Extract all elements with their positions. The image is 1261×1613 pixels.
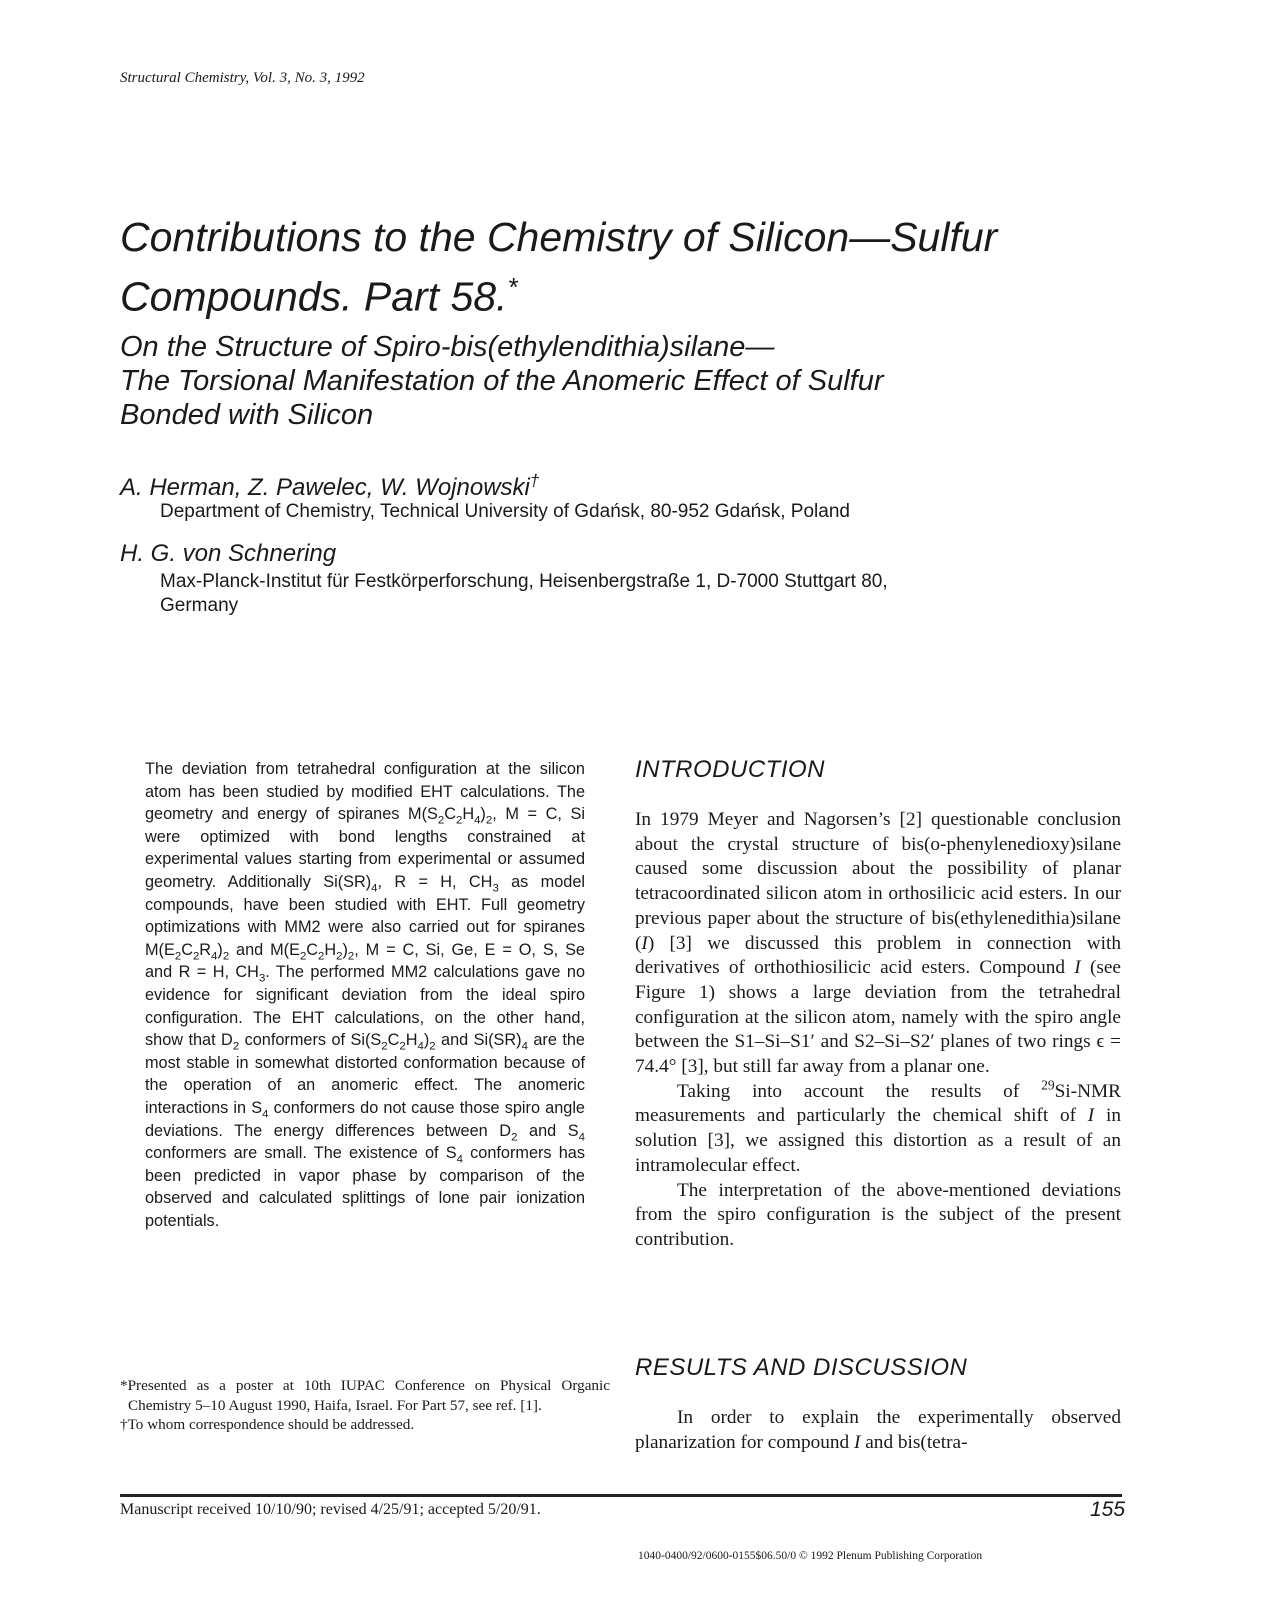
affiliation-line: Department of Chemistry, Technical University of Gdańsk, 80-952 Gdańsk, Poland [160,501,850,522]
subtitle-line-1: On the Structure of Spiro-bis(ethylendithia)silane— [120,330,775,363]
subtitle-line-3: Bonded with Silicon [120,398,374,431]
affiliation-line: Max-Planck-Institut für Festkörperforschung, Heisenbergstraße 1, D-7000 Stuttgart 80, [160,571,888,592]
author-names: A. Herman, Z. Pawelec, W. Wojnowski [120,474,530,501]
paper-title [120,212,1160,322]
section-heading-introduction: INTRODUCTION [635,756,825,783]
footer-rule [120,1494,1122,1497]
paragraph: Taking into account the results of $^{29}$Si-NMR measurements and particularly the chemical shift of I in solution [3], we assigned this distortion as a result of an intramolecular effect. [635,1077,1121,1176]
paper-subtitle [120,330,1160,432]
affiliation-1 [160,500,1060,524]
title-footnote-mark: * [507,272,518,302]
running-head: Structural Chemistry, Vol. 3, No. 3, 1992 [120,70,365,86]
title-block [120,212,1160,432]
author-group-1 [120,471,540,502]
page-number: 155 [1090,1498,1126,1521]
author-group-2 [120,540,336,568]
section-heading-results: RESULTS AND DISCUSSION [635,1354,968,1381]
footnote-presented: *Presented as a poster at 10th IUPAC Conference on Physical Organic Chemistry 5–10 August 1990, Haifa, Israel. For Part 57, see ref. [1]. [120,1377,610,1414]
paper-title-line-1: Contributions to the Chemistry of Silicon—Sulfur [120,214,998,260]
results-body: In order to explain the experimentally observed planarization for compound I and bis(tetra- [635,1407,1121,1453]
affiliation-2 [160,570,1060,618]
abstract-text: The deviation from tetrahedral configuration at the silicon atom has been studied by modified EHT calculations. The geometry and energy of spiranes $M(S_2C_2H_4)_2$, M = C, Si were optimized with bond lengths constrained at experimental values starting from experimental or assumed geometry. Additionally $Si(SR)_4$, R = H, $CH_3$ as model compounds, have been studied with EHT. Full geometry optimizations with MM2 were also carried out for spiranes $M(E_2C_2R_4)_2$ and $M(E_2C_2H_2)_2$, M = C, Si, Ge, E = O, S, Se and R = H, $CH_3$. The performed MM2 calculations gave no evidence for significant deviation from the ideal spiro configuration. The EHT calculations, on the other hand, show that $D_2$ conformers of $Si(S_2C_2H_4)_2$ and $Si(SR)_4$ are the most stable in somewhat distorted conformation because of the operation of an anomeric effect. The anomeric interactions in $S_4$ conformers do not cause those spiro angle deviations. The energy differences between $D_2$ and $S_4$ conformers are small. The existence of $S_4$ conformers has been predicted in vapor phase by comparison of the observed and calculated splittings of lone pair ionization potentials. [145,760,585,1230]
copyright-line: 1040-0400/92/0600-0155$06.50/0 © 1992 Plenum Publishing Corporation [638,1550,983,1562]
paragraph: In 1979 Meyer and Nagorsen’s [2] questionable conclusion about the crystal structure of bis(o-phenylenedioxy)silane caused some discussion about the possibility of planar tetracoordinated silicon atom in orthosilicic acid esters. In our previous paper about the structure of bis(ethylenedithia)silane (I) [3] we discussed this problem in connection with derivatives of orthothiosilicic acid esters. Compound I (see Figure 1) shows a large deviation from the tetrahedral configuration at the silicon atom, namely with the spiro angle between the S1–Si–S1′ and S2–Si–S2′ planes of two rings ϵ = 74.4° [3], but still far away from a planar one. [635,809,1121,1078]
subtitle-line-2: The Torsional Manifestation of the Anomeric Effect of Sulfur [120,364,884,397]
manuscript-dates: Manuscript received 10/10/90; revised 4/25/91; accepted 5/20/91. [120,1501,541,1518]
introduction-body [635,808,1121,1253]
affiliation-line: Germany [160,595,239,616]
footnotes [120,1376,610,1435]
author-names: H. G. von Schnering [120,540,337,567]
footnote-correspondence: †To whom correspondence should be addressed. [120,1416,415,1433]
abstract [145,758,585,1232]
correspondence-mark: † [529,471,540,490]
paper-title-line-2: Compounds. Part 58. [120,273,508,320]
paragraph: The interpretation of the above-mentioned deviations from the spiro configuration is the subject of the present contribution. [635,1179,1121,1250]
